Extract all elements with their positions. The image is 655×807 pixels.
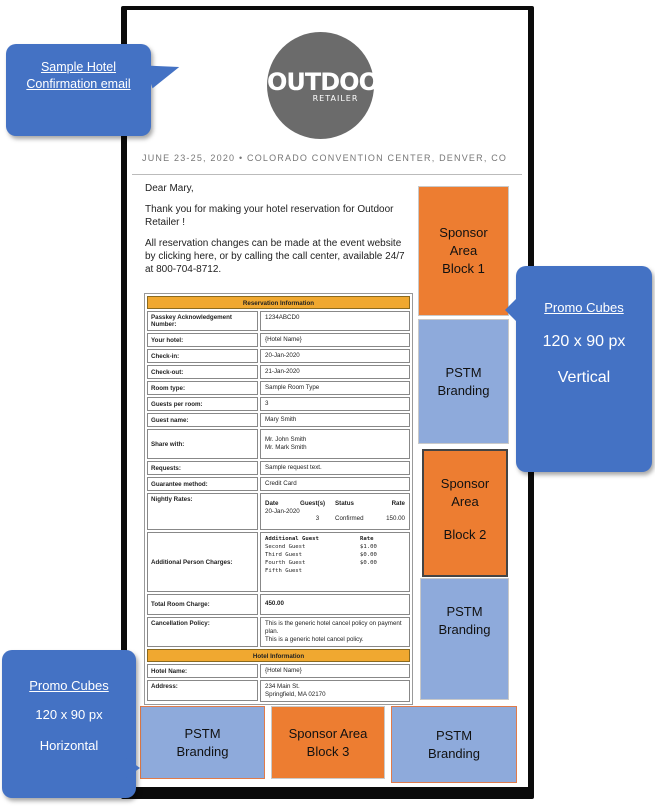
horizontal-promo-callout [2,650,136,798]
additional-line [265,551,405,559]
horizontal-callout-size: 120 x 90 px [35,707,103,722]
row-label: Room type: [147,381,258,395]
table-row [147,311,410,331]
event-dates: JUNE 23-25, 2020 • COLORADO CONVENTION CENTER, DENVER, CO [142,153,508,163]
row-label: Cancellation Policy: [147,617,258,647]
row-value: Sample Room Type [260,381,410,395]
row-label: Share with: [147,429,258,459]
row-value: 450.00 [260,594,410,615]
row-value: 3 [260,397,410,411]
block-text: Sponsor [439,225,488,240]
row-label: Guest name: [147,413,258,427]
nightly-rates-row [147,493,410,530]
thanks-text: Thank you for making your hotel reservation for Outdoor Retailer ! [145,204,394,228]
hotel-section-header: Hotel Information [147,649,410,662]
block-text: PSTM [435,727,473,743]
vertical-callout-orientation: Vertical [557,369,611,386]
sample-email-callout-text: Sample Hotel Confirmation email [26,60,131,91]
reservation-section-header: Reservation Information [147,296,410,309]
pstm-branding-horizontal-1[interactable] [140,706,265,779]
table-row [147,381,410,395]
additional-rate: $1.00 [360,544,377,550]
table-row [147,397,410,411]
additional-guest: Fourth Guest [265,560,306,566]
letter-body [145,182,410,284]
address-row [147,680,410,702]
additional-guest: Fifth Guest [265,568,303,574]
header-divider [132,174,522,175]
row-label: Check-out: [147,365,258,379]
share-guest-1: Mr. John Smith [265,436,307,443]
row-label: Check-in: [147,349,258,363]
row-label: Your hotel: [147,333,258,347]
additional-line [265,543,405,551]
additional-rate: $0.00 [360,560,377,566]
row-value: Credit Card [260,477,410,491]
row-value: {Hotel Name} [260,664,410,678]
changes-text: All reservation changes can be made at the event website by clicking here, or by calling the call center, available 24/7 at 800-704-8712. [145,238,405,275]
address-line-2: Springfield, MA 02170 [265,691,326,698]
block-text: Branding [437,382,490,398]
row-label: Guests per room: [147,397,258,411]
table-row [147,365,410,379]
horizontal-promo-callout-pointer [126,758,140,778]
share-guest-2: Mr. Mark Smith [265,444,307,451]
row-label: Address: [147,680,258,701]
rate-date: 20-Jan-2020 [265,508,300,515]
table-row [147,461,410,475]
pstm-branding-vertical-1[interactable] [418,319,509,444]
row-label: Additional Person Charges: [147,532,258,592]
block-text: PSTM [184,725,221,741]
header-guests: Guest(s) [300,500,326,507]
address-line-1: 234 Main St. [265,683,300,690]
rate-guests: 3 [315,515,320,522]
block-text: PSTM [445,364,482,380]
additional-guest: Second Guest [265,544,306,550]
share-values [260,429,410,459]
additional-line [265,567,405,575]
reservation-table [144,293,413,705]
block-text: Branding [438,622,491,637]
table-row [147,333,410,347]
cancellation-values [260,617,410,647]
address-values [260,680,410,702]
logo-line-1: OUTDOOR [267,68,396,96]
block-text: Block 1 [442,261,485,276]
additional-charges-table [260,532,410,592]
block-text: PSTM [446,604,483,619]
nightly-rates-table [260,493,410,530]
header-status: Status [335,500,354,507]
additional-header [265,535,405,543]
horizontal-callout-orientation: Horizontal [39,738,99,753]
block-text: Area [451,494,479,509]
rate-value: 150.00 [386,515,405,522]
horizontal-callout-title-text: Promo Cubes [29,678,109,693]
sample-email-callout [6,44,151,136]
row-value: 21-Jan-2020 [260,365,410,379]
cancellation-row [147,617,410,647]
outdoor-retailer-logo [267,32,396,139]
pstm-branding-horizontal-2[interactable] [391,706,517,783]
table-row [147,349,410,363]
nightly-rates-line [265,508,405,523]
block-text: Block 2 [443,527,487,542]
table-row [147,664,410,678]
row-label: Hotel Name: [147,664,258,678]
logo-line-2: RETAILER [312,94,359,103]
additional-header-rate: Rate [360,536,374,542]
additional-rate: $0.00 [360,552,377,558]
row-value: {Hotel Name} [260,333,410,347]
row-label: Guarantee method: [147,477,258,491]
block-text: Block 3 [306,743,350,759]
row-value: 20-Jan-2020 [260,349,410,363]
cancel-policy-2: This is a generic hotel cancel policy. [265,636,364,643]
header-date: Date [265,500,279,507]
sponsor-area-block-3[interactable] [271,706,385,779]
additional-charges-row [147,532,410,592]
rate-status: Confirmed [335,515,364,522]
share-row [147,429,410,459]
additional-guest: Third Guest [265,552,303,558]
block-text: Sponsor [440,476,490,491]
vertical-callout-title [516,300,652,315]
horizontal-callout-title [2,678,136,693]
row-value: 1234ABCD0 [260,311,410,331]
additional-line [265,559,405,567]
greeting: Dear Mary, [145,183,194,194]
block-text: Sponsor Area [288,725,368,741]
row-label: Total Room Charge: [147,594,258,615]
row-label: Passkey Acknowledgement Number: [147,311,258,331]
vertical-promo-callout-pointer [505,296,519,324]
nightly-rates-header [265,500,405,508]
block-text: Branding [427,745,481,761]
vertical-callout-title-text: Promo Cubes [544,300,624,315]
row-value: Sample request text. [260,461,410,475]
sponsor-area-block-2[interactable] [422,449,508,577]
vertical-callout-size: 120 x 90 px [542,333,626,350]
table-row [147,477,410,491]
pstm-branding-vertical-2[interactable] [420,578,509,700]
block-text: Branding [176,743,229,759]
row-label: Nightly Rates: [147,493,258,530]
sponsor-area-block-1[interactable] [418,186,509,316]
vertical-promo-callout [516,266,652,472]
table-row [147,413,410,427]
table-row [147,594,410,615]
row-value: Mary Smith [260,413,410,427]
row-label: Requests: [147,461,258,475]
cancel-policy-1: This is the generic hotel cancel policy on payment plan. [265,620,402,635]
header-rate: Rate [391,500,405,507]
additional-header-guest: Additional Guest [265,536,319,542]
block-text: Area [449,243,478,258]
